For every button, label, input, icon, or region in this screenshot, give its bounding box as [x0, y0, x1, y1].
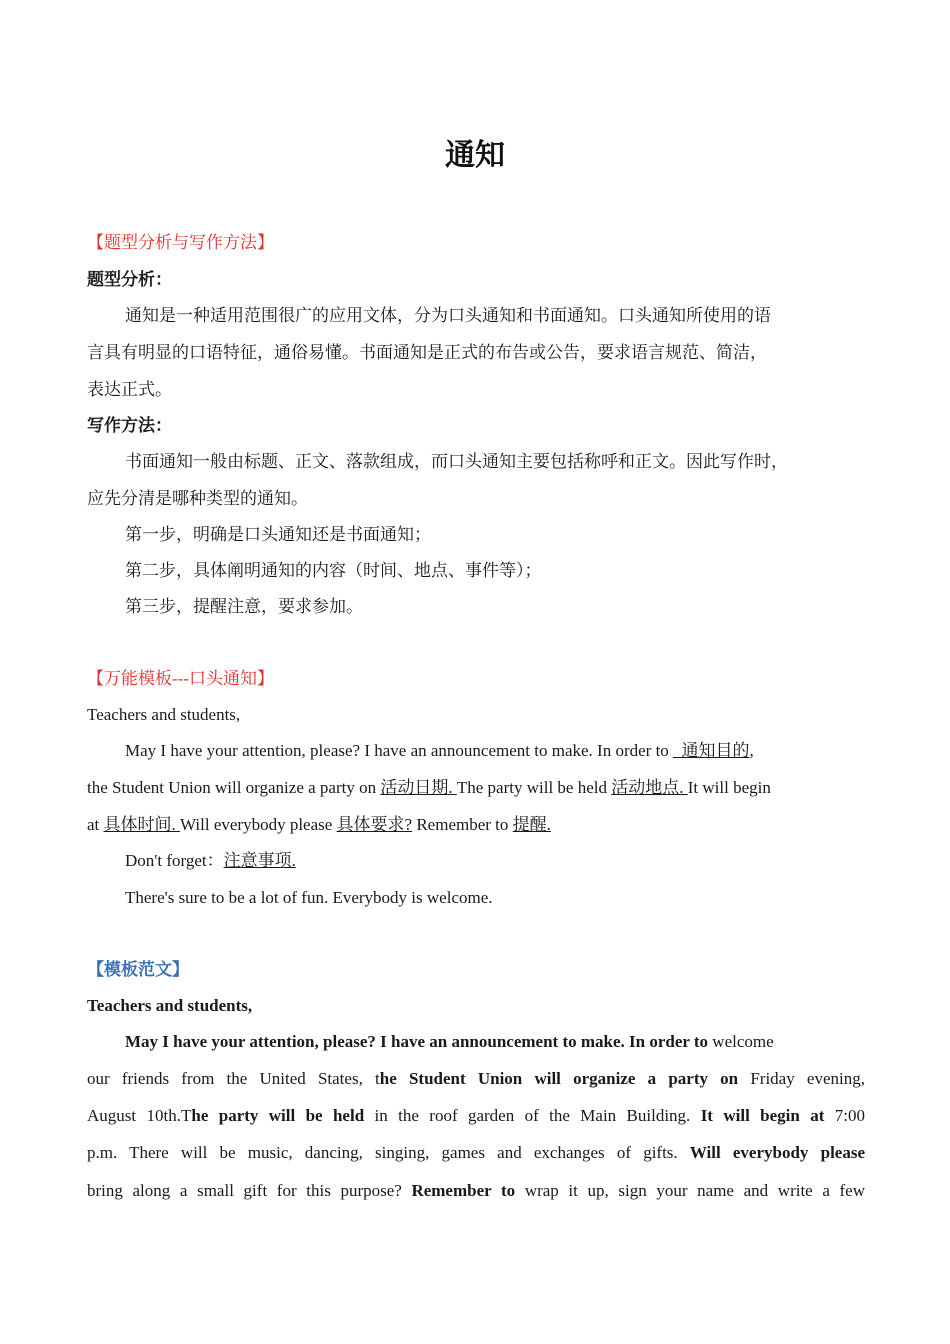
template-line-4	[125, 849, 865, 873]
sample-line-1	[125, 1030, 865, 1054]
page-title: 通知	[445, 138, 505, 173]
template-text: at	[87, 815, 104, 834]
template-text: ,	[749, 741, 754, 760]
template-text: Will everybody please	[180, 815, 337, 834]
step-1: 第一步，明确是口头通知还是书面通知；	[125, 525, 431, 544]
step-3: 第三步，提醒注意，要求参加。	[125, 597, 363, 616]
sample-line-3	[87, 1104, 865, 1128]
sample-text: 7:00	[824, 1106, 865, 1125]
step-2: 第二步，具体阐明通知的内容（时间、地点、事件等）；	[125, 561, 542, 580]
type-analysis-paragraph-line-1: 通知是一种适用范围很广的应用文体，分为口头通知和书面通知。口头通知所使用的语	[125, 306, 771, 325]
template-text: The party will be held	[456, 778, 612, 797]
template-line-5: There's sure to be a lot of fun. Everybody is welcome.	[125, 888, 493, 907]
sample-text: August 10th.T	[87, 1106, 192, 1125]
type-analysis-paragraph-line-3: 表达正式。	[87, 380, 172, 399]
sample-greeting: Teachers and students,	[87, 996, 253, 1015]
sample-text: welcome	[708, 1032, 774, 1051]
writing-method-paragraph-line-1: 书面通知一般由标题、正文、落款组成，而口头通知主要包括称呼和正文。因此写作时，	[125, 452, 788, 471]
template-text: Don't forget：	[125, 851, 224, 870]
sample-section-header: 【模板范文】	[87, 960, 189, 979]
template-line-3	[87, 813, 865, 837]
type-analysis-paragraph-line-2: 言具有明显的口语特征，通俗易懂。书面通知是正式的布告或公告，要求语言规范、简洁，	[87, 343, 767, 362]
template-greeting: Teachers and students,	[87, 705, 241, 724]
sample-bold-text: Will everybody please	[689, 1143, 865, 1162]
sample-bold-text: he Student Union will organize a party on	[379, 1069, 739, 1088]
blank-place: 活动地点.	[611, 778, 688, 797]
sample-text: in the roof garden of the Main Building.	[364, 1106, 701, 1125]
template-text: Remember to	[412, 815, 513, 834]
sample-line-5	[87, 1179, 865, 1203]
analysis-section-header: 【题型分析与写作方法】	[87, 233, 274, 252]
sample-line-4	[87, 1141, 865, 1165]
blank-notes: 注意事项.	[223, 851, 296, 870]
blank-reminder: 提醒.	[512, 815, 551, 834]
sample-bold-text: It will begin at	[700, 1106, 825, 1125]
sample-line-2	[87, 1067, 865, 1091]
sample-bold-text: May I have your attention, please? I have an announcement to make. In order to	[125, 1032, 709, 1051]
sample-text: wrap it up, sign your name and write a few	[515, 1181, 865, 1200]
template-line-2	[87, 776, 865, 800]
blank-time: 具体时间.	[103, 815, 181, 834]
type-analysis-label: 题型分析：	[87, 270, 172, 289]
sample-bold-text: Remember to	[411, 1181, 516, 1200]
sample-bold-text: he party will be held	[191, 1106, 365, 1125]
sample-text: our friends from the United States, t	[87, 1069, 380, 1088]
blank-purpose: _通知目的	[673, 741, 750, 760]
sample-text: p.m. There will be music, dancing, singing, games and exchanges of gifts.	[87, 1143, 690, 1162]
writing-method-label: 写作方法：	[87, 416, 172, 435]
sample-text: Friday evening,	[738, 1069, 865, 1088]
template-section-header: 【万能模板---口头通知】	[87, 669, 274, 688]
template-line-1	[125, 739, 865, 763]
blank-requirement: 具体要求?	[336, 815, 413, 834]
template-text: May I have your attention, please? I have an announcement to make. In order to	[125, 741, 674, 760]
template-text: It will begin	[687, 778, 771, 797]
template-text: the Student Union will organize a party on	[87, 778, 381, 797]
writing-method-paragraph-line-2: 应先分清是哪种类型的通知。	[87, 489, 308, 508]
sample-text: bring along a small gift for this purpose?	[87, 1181, 412, 1200]
blank-date: 活动日期.	[380, 778, 457, 797]
